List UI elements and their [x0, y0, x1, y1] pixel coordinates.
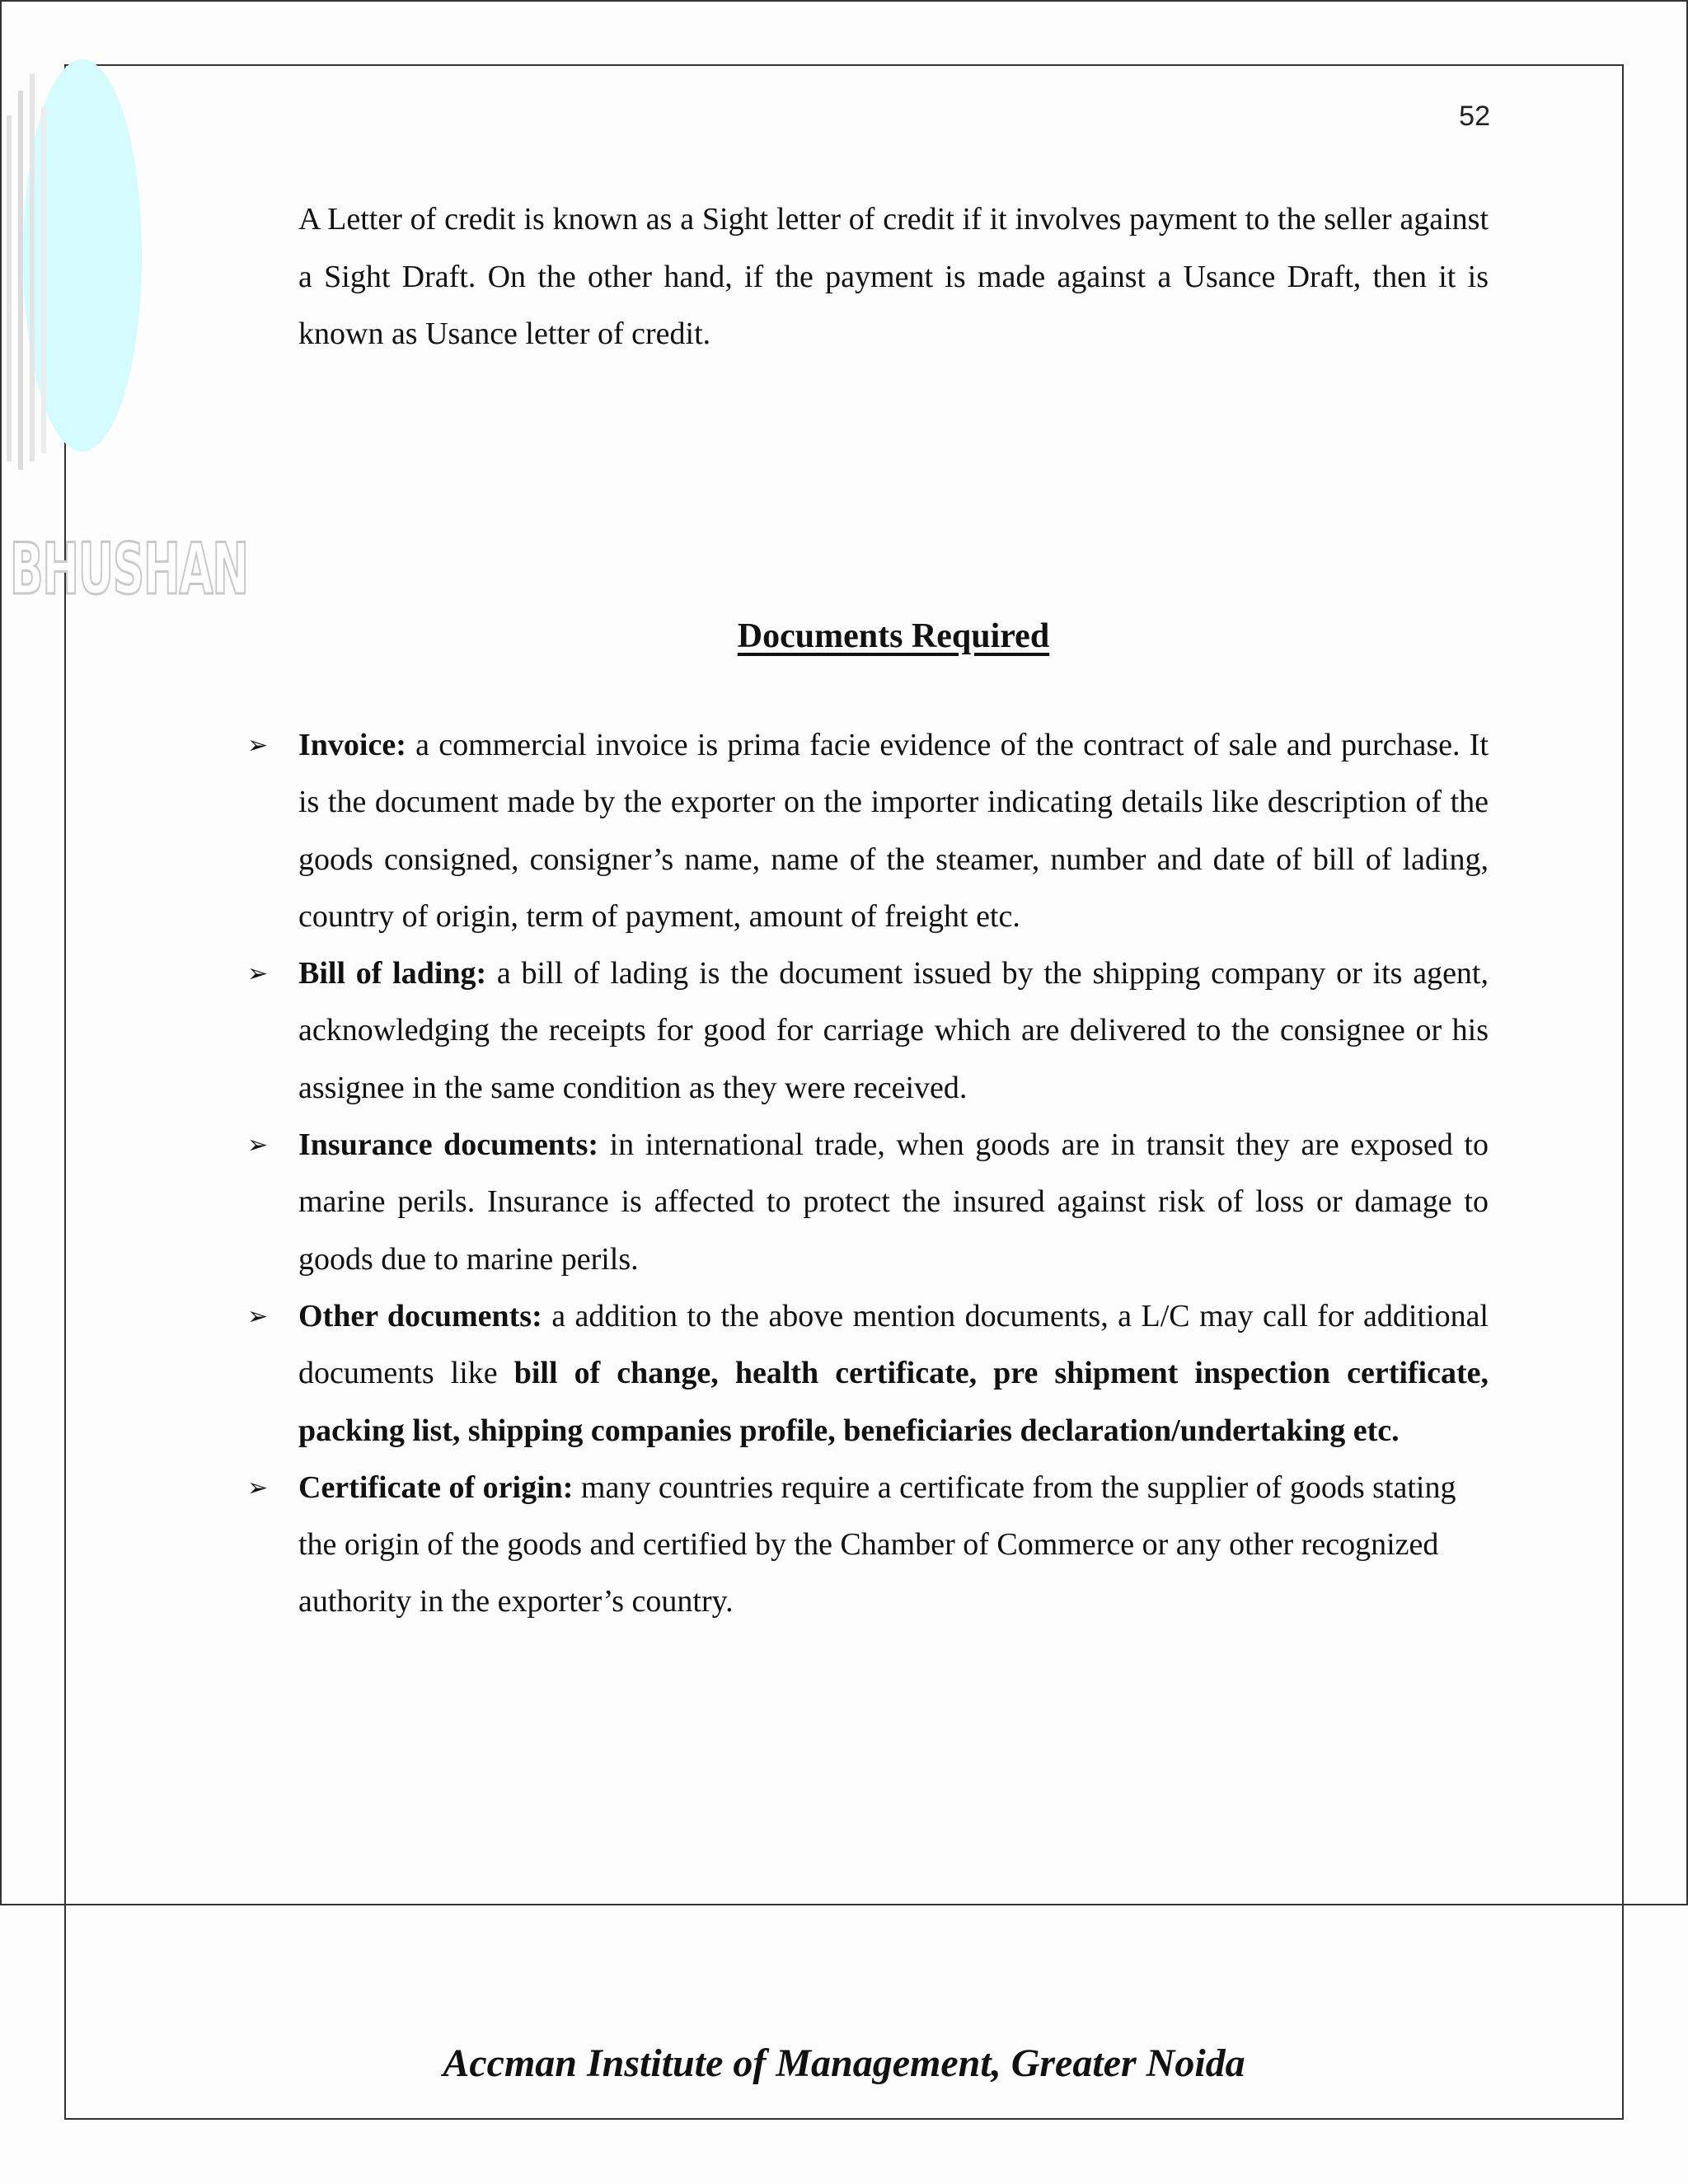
list-item-invoice: [247, 717, 1489, 945]
item-term: Insurance documents:: [298, 1127, 599, 1163]
list-item-other-documents: [247, 1288, 1489, 1460]
item-text: many countries require a certificate from the supplier of goods stating the origin of the goods and certified by the Chamber of Commerce or any other recognized authority in the exporter’s country.: [298, 1469, 1456, 1619]
item-bold-text: bill of change, health certificate, pre shipment inspection certificate, packing list, shipping companies profile, beneficiaries declaration/undertaking etc.: [298, 1356, 1489, 1448]
section-heading: Documents Required: [737, 617, 1050, 655]
watermark-logo: [0, 33, 248, 611]
item-term: Invoice:: [298, 728, 406, 762]
page-number: 52: [1459, 101, 1490, 132]
intro-paragraph: A Letter of credit is known as a Sight letter of credit if it involves payment to the seller against a Sight Draft. On the other hand, if the payment is made against a Usance Draft, then it is known as Usance letter of credit.: [298, 202, 1489, 351]
item-term: Bill of lading:: [298, 956, 487, 991]
item-text: a addition to the above mention documents, a L/C may call for additional documents like: [298, 1298, 1489, 1391]
item-text: a commercial invoice is prima facie evidence of the contract of sale and purchase. It is the document made by the exporter on the importer indicating details like description of the goods consigned, consigner’s name, name of the steamer, number and date of bill of lading, country of origin, term of payment, amount of freight etc.: [298, 728, 1489, 934]
list-item-certificate-of-origin: [247, 1460, 1489, 1631]
footer-institution: Accman Institute of Management, Greater Noida: [443, 2041, 1245, 2085]
arrow-bullet-icon: ➢: [247, 1131, 269, 1160]
arrow-bullet-icon: ➢: [247, 959, 269, 989]
list-item-bill-of-lading: [247, 945, 1489, 1117]
documents-list: [247, 717, 1489, 1631]
item-text: a bill of lading is the document issued by the shipping company or its agent, acknowledging the receipts for good for carriage which are delivered to the consignee or his assignee in the same condition as they were received.: [298, 956, 1489, 1105]
item-term: Other documents:: [298, 1298, 542, 1333]
arrow-bullet-icon: ➢: [247, 731, 269, 760]
watermark-text: BHUSHAN: [10, 528, 248, 611]
list-item-insurance-documents: [247, 1117, 1489, 1288]
arrow-bullet-icon: ➢: [247, 1301, 269, 1331]
item-text: in international trade, when goods are in transit they are exposed to marine perils. Insurance is affected to protect the insured against risk of loss or damage to goods due to marine perils.: [298, 1127, 1489, 1277]
watermark-logo-graphic: [0, 33, 148, 593]
arrow-bullet-icon: ➢: [247, 1473, 269, 1502]
item-term: Certificate of origin:: [298, 1469, 574, 1505]
